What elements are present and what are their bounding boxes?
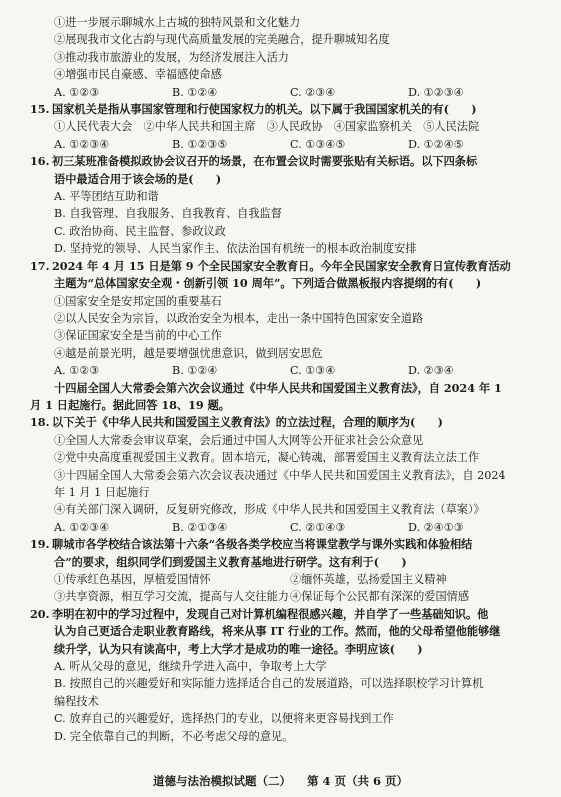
q18-stem-text: 以下关于《中华人民共和国爱国主义教育法》的立法过程，合理的顺序为( ) — [52, 415, 443, 430]
q20-number: 20. — [30, 606, 50, 621]
q18-option-a[interactable]: A. ①②③④ — [54, 520, 110, 534]
q14-item-2: ②展现我市文化古韵与现代高质量发展的完美融合，提升聊城知名度 — [54, 33, 390, 47]
q18-item-1: ①全国人大常委会审议草案，会后通过中国人大网等公开征求社会公众意见 — [54, 433, 424, 447]
q17-number: 17. — [30, 258, 50, 273]
q20-stem-text-1: 李明在初中的学习过程中，发现自己对计算机编程很感兴趣，并自学了一些基础知识。他 — [52, 606, 489, 621]
q20-option-b-cont: 编程技术 — [54, 694, 99, 708]
q16-option-d[interactable]: D. 坚持党的领导、人民当家作主、依法治国有机统一的根本政治制度安排 — [54, 242, 417, 256]
q18-item-3-cont: 年 1 月 1 日起施行 — [54, 485, 150, 499]
q18-number: 18. — [30, 415, 50, 430]
q19-item-3: ③共享资源，相互学习交流，提高与人交往能力 — [54, 590, 289, 604]
q19-options-row-2 — [30, 588, 550, 605]
q18-stem — [30, 414, 550, 431]
q17-options — [30, 362, 550, 379]
q19-number: 19. — [30, 537, 50, 552]
q20-option-d[interactable]: D. 完全依靠自己的判断，不必考虑父母的意见。 — [54, 729, 294, 743]
q14-options — [30, 84, 550, 101]
q14-option-b[interactable]: B. ①②④ — [172, 85, 218, 99]
q15-option-b[interactable]: B. ①②③⑤ — [172, 137, 228, 151]
material-line-2: 月 1 日起施行。据此回答 18、19 题。 — [30, 397, 230, 412]
page-number: 第 4 页（共 6 页） — [306, 774, 409, 788]
exam-page — [30, 14, 550, 745]
q19-item-4: ④保证每个公民都有深深的爱国情感 — [290, 590, 470, 604]
q15-option-a[interactable]: A. ①②③④ — [54, 137, 110, 151]
q15-option-d[interactable]: D. ①②④⑤ — [408, 137, 464, 151]
q15-stem-text: 国家机关是指从事国家管理和行使国家权力的机关。以下属于我国国家机关的有( ) — [52, 102, 477, 117]
exam-title: 道德与法治模拟试题（二） — [152, 774, 291, 788]
q19-options-row-1 — [30, 571, 550, 588]
q17-item-1: ①国家安全是安邦定国的重要基石 — [54, 294, 222, 308]
q20-stem — [30, 606, 550, 623]
q16-stem-text-1: 初三某班准备模拟政协会议召开的场景，在布置会议时需要张贴有关标语。以下四条标 — [52, 154, 478, 169]
q18-options — [30, 519, 550, 536]
q16-stem — [30, 153, 550, 170]
q19-stem-text-1: 聊城市各学校结合该法第十六条“各级各类学校应当将课堂教学与课外实践和体验相结 — [52, 537, 473, 552]
q14-item-1: ①进一步展示聊城水上古城的独特风景和文化魅力 — [54, 16, 301, 29]
q19-item-2: ②缅怀英雄，弘扬爱国主义精神 — [290, 573, 447, 586]
q20-stem-text-2: 认为自己更适合走职业教育路线，将来从事 IT 行业的工作。然而，他的父母希望他能够继 — [54, 624, 501, 639]
q19-item-1: ①传承红色基因，厚植爱国情怀 — [54, 573, 211, 586]
q18-option-b[interactable]: B. ②①③④ — [172, 520, 228, 534]
q18-option-d[interactable]: D. ②④①③ — [408, 520, 464, 534]
q18-option-c[interactable]: C. ②①④③ — [290, 520, 346, 534]
q17-stem — [30, 258, 550, 275]
q19-stem — [30, 536, 550, 553]
q15-number: 15. — [30, 102, 50, 117]
q15-items: ①人民代表大会 ②中华人民共和国主席 ③人民政协 ④国家监察机关 ⑤人民法院 — [54, 120, 480, 134]
q14-item-3: ③推动我市旅游业的发展，为经济发展注入活力 — [54, 50, 289, 64]
q17-option-d[interactable]: D. ②③④ — [408, 364, 454, 378]
q14-option-c[interactable]: C. ②③④ — [290, 85, 336, 99]
q17-item-3: ③保证国家安全是当前的中心工作 — [54, 329, 222, 343]
q16-stem-text-2: 语中最适合用于该会场的是( ) — [54, 171, 222, 186]
q20-stem-text-3: 续升学，认为只有读高中，考上大学才是成功的唯一途径。李明应该( ) — [54, 641, 423, 656]
q19-stem-text-2: 合”的要求，组织同学们到爱国主义教育基地进行研学。这有利于( ) — [54, 554, 407, 569]
q17-stem-text-2: 主题为“总体国家安全观・创新引领 10 周年”。下列适合做黑板报内容提纲的有( ) — [54, 276, 482, 291]
q17-option-c[interactable]: C. ①③④ — [290, 364, 336, 378]
q15-stem — [30, 101, 550, 118]
q17-option-b[interactable]: B. ①②④ — [172, 364, 218, 378]
q18-item-4: ④有关部门深入调研，反复研究修改，形成《中华人民共和国爱国主义教育法（草案）》 — [54, 503, 485, 517]
q18-item-3: ③十四届全国人大常委会第六次会议表决通过《中华人民共和国爱国主义教育法》，自 2024 — [54, 468, 506, 482]
q17-item-2: ②以人民安全为宗旨，以政治安全为根本，走出一条中国特色国家安全道路 — [54, 311, 424, 325]
page-footer — [0, 773, 561, 789]
q20-option-c[interactable]: C. 放弃自己的兴趣爱好，选择热门的专业，以便将来更容易找到工作 — [54, 712, 394, 726]
q17-stem-text-1: 2024 年 4 月 15 日是第 9 个全民国家安全教育日。今年全民国家安全教育日宣传教育活动 — [52, 258, 511, 273]
q17-option-a[interactable]: A. ①②③ — [54, 364, 100, 378]
q17-item-4: ④越是前景光明，越是要增强忧患意识，做到居安思危 — [54, 346, 323, 360]
q16-option-c[interactable]: C. 政治协商、民主监督、参政议政 — [54, 224, 226, 238]
q16-option-b[interactable]: B. 自我管理、自我服务、自我教育、自我监督 — [54, 207, 282, 221]
q16-number: 16. — [30, 154, 50, 169]
q15-option-c[interactable]: C. ①③④⑤ — [290, 137, 346, 151]
q14-option-a[interactable]: A. ①②③ — [54, 85, 100, 99]
material-line-1: 十四届全国人大常委会第六次会议通过《中华人民共和国爱国主义教育法》，自 2024 年 1 — [54, 380, 502, 395]
q20-option-a[interactable]: A. 听从父母的意见，继续升学进入高中，争取考上大学 — [54, 660, 327, 674]
q15-options — [30, 136, 550, 153]
q18-item-2: ②党中央高度重视爱国主义教育。固本培元，凝心铸魂，部署爱国主义教育法立法工作 — [54, 451, 480, 465]
q20-option-b[interactable]: B. 按照自己的兴趣爱好和实际能力选择适合自己的发展道路，可以选择职校学习计算机 — [54, 677, 484, 691]
q14-item-4: ④增强市民自豪感、幸福感使命感 — [54, 68, 222, 82]
q16-option-a[interactable]: A. 平等团结互助和谐 — [54, 190, 159, 204]
q14-option-d[interactable]: D. ①②③④ — [408, 85, 464, 99]
